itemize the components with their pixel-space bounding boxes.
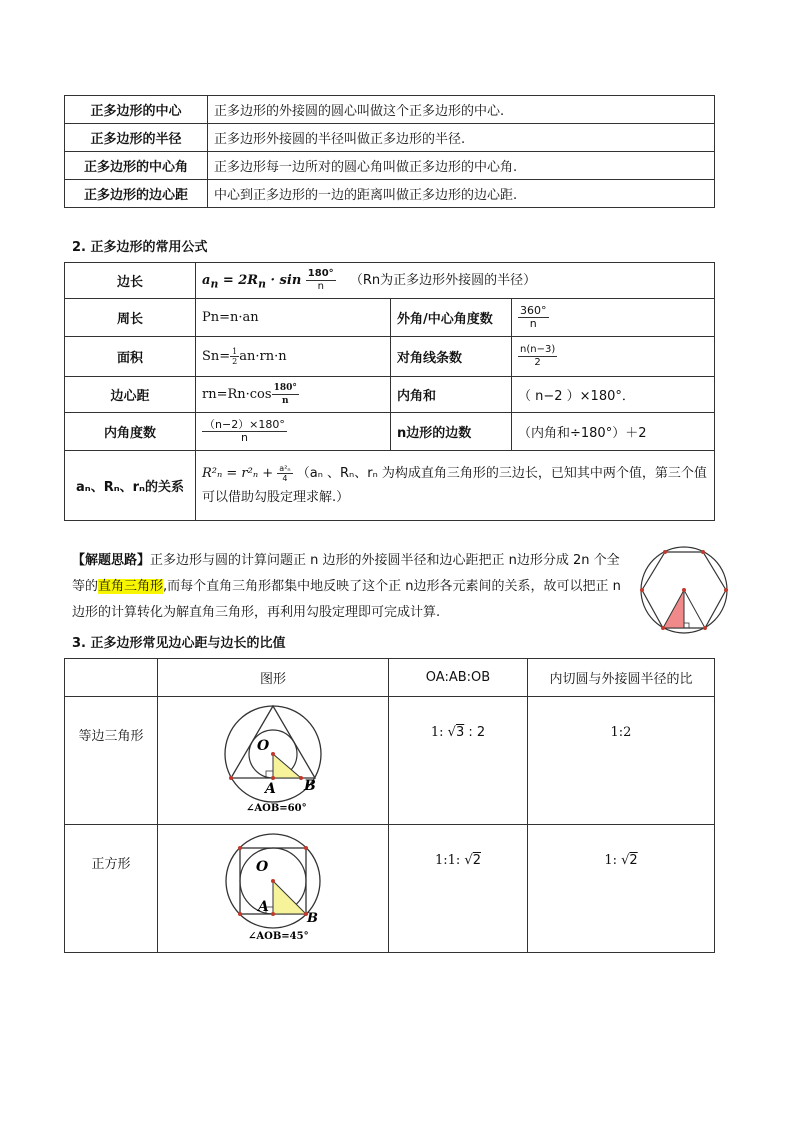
column-header: 内切圆与外接圆半径的比 [528, 659, 715, 697]
figure-cell [158, 697, 389, 825]
hexagon-circle-figure [638, 544, 730, 636]
solution-tip [72, 548, 632, 626]
ext-angle-label: 外角/中心角度数 [391, 299, 512, 337]
ratio-table [64, 658, 715, 953]
interior-angle-label: 内角度数 [65, 413, 196, 451]
definition-cell: 中心到正多边形的一边的距离叫做正多边形的边心距. [208, 180, 715, 208]
tip-text: 正多边形与圆的计算问题正 n 边形的外接圆半径和边心距把正 n边形分成 2n 个全等的 [72, 553, 620, 594]
column-header: 图形 [158, 659, 389, 697]
table-row [65, 451, 715, 521]
term-cell: 正多边形的中心角 [65, 152, 208, 180]
figure-cell [158, 825, 389, 953]
shape-name: 正方形 [65, 825, 158, 953]
column-header [65, 659, 158, 697]
term-cell: 正多边形的半径 [65, 124, 208, 152]
side-label: 边长 [65, 263, 196, 299]
label-A: A [265, 780, 276, 797]
apothem-formula: rn=Rn·cos $\frac{180^\circ}{n}$ [196, 377, 391, 413]
square-figure [218, 831, 328, 943]
interior-sum-label: 内角和 [391, 377, 512, 413]
section-heading: 3. 正多边形常见边心距与边长的比值 [72, 636, 286, 651]
radius-ratio: 1: √2 [528, 825, 715, 953]
table-row [65, 697, 715, 825]
section-heading: 2. 正多边形的常用公式 [72, 240, 208, 255]
ext-angle-formula: $\frac{360^\circ}{n}$ [512, 299, 715, 337]
perimeter-formula: Pn=n·an [196, 299, 391, 337]
oa-ab-ob-ratio: 1:1: √2 [389, 825, 528, 953]
term-cell: 正多边形的边心距 [65, 180, 208, 208]
column-header: OA:AB:OB [389, 659, 528, 697]
table-row [65, 337, 715, 377]
triangle-figure [218, 699, 328, 819]
area-formula: Sn= $\frac{1}{2}$ an·rn·n [196, 337, 391, 377]
sides-count-label: n边形的边数 [391, 413, 512, 451]
table-row [65, 124, 715, 152]
perimeter-label: 周长 [65, 299, 196, 337]
relation-label: aₙ、Rₙ、rₙ的关系 [65, 451, 196, 521]
label-A: A [258, 898, 269, 915]
shape-name: 等边三角形 [65, 697, 158, 825]
tip-label: 【解题思路】 [72, 553, 151, 568]
label-O: O [256, 858, 269, 875]
label-O: O [257, 737, 270, 754]
angle-caption: ∠AOB=60° [246, 802, 307, 814]
table-row [65, 263, 715, 299]
definition-cell: 正多边形外接圆的半径叫做正多边形的半径. [208, 124, 715, 152]
table-row [65, 299, 715, 337]
tip-text: ,而每个直角三角形都集中地反映了这个正 n边形各元素间的关系，故可以把正 n 边形的计算转化为解直角三角形，再利用勾股定理即可完成计算. [72, 579, 621, 620]
diagonal-formula: $\frac{n(n-3)}{2}$ [512, 337, 715, 377]
relation-formula: R²ₙ = r²ₙ + $\frac{\text{a²ₙ}}{4}$ （aₙ 、Rₙ、rₙ 为构成直角三角形的三边长，已知其中两个值，第三个值可以借助勾股定理求解.） [196, 451, 715, 521]
label-B: B [304, 777, 316, 794]
label-B: B [307, 910, 318, 926]
table-row [65, 377, 715, 413]
oa-ab-ob-ratio: 1: √3 : 2 [389, 697, 528, 825]
interior-angle-formula: $\frac{(n-2)\times 180^\circ}{n}$ [196, 413, 391, 451]
table-row [65, 96, 715, 124]
definition-cell: 正多边形的外接圆的圆心叫做这个正多边形的中心. [208, 96, 715, 124]
diagonal-label: 对角线条数 [391, 337, 512, 377]
area-label: 面积 [65, 337, 196, 377]
definitions-table [64, 95, 715, 208]
table-header-row [65, 659, 715, 697]
definition-cell: 正多边形每一边所对的圆心角叫做正多边形的中心角. [208, 152, 715, 180]
formulas-table [64, 262, 715, 521]
side-formula: $a_n = 2R_n \cdot \sin$ $\frac{180^\circ}{n}$ （Rn为正多边形外接圆的半径） [196, 263, 715, 299]
table-row [65, 180, 715, 208]
interior-sum-formula: （ n−2 ）×180°． [512, 377, 715, 413]
highlighted-text: 直角三角形 [98, 579, 164, 594]
apothem-label: 边心距 [65, 377, 196, 413]
radius-ratio: 1:2 [528, 697, 715, 825]
table-row [65, 825, 715, 953]
table-row [65, 413, 715, 451]
term-cell: 正多边形的中心 [65, 96, 208, 124]
sides-count-formula: （内角和÷180°）＋2 [512, 413, 715, 451]
table-row [65, 152, 715, 180]
angle-caption: ∠AOB=45° [248, 930, 309, 942]
